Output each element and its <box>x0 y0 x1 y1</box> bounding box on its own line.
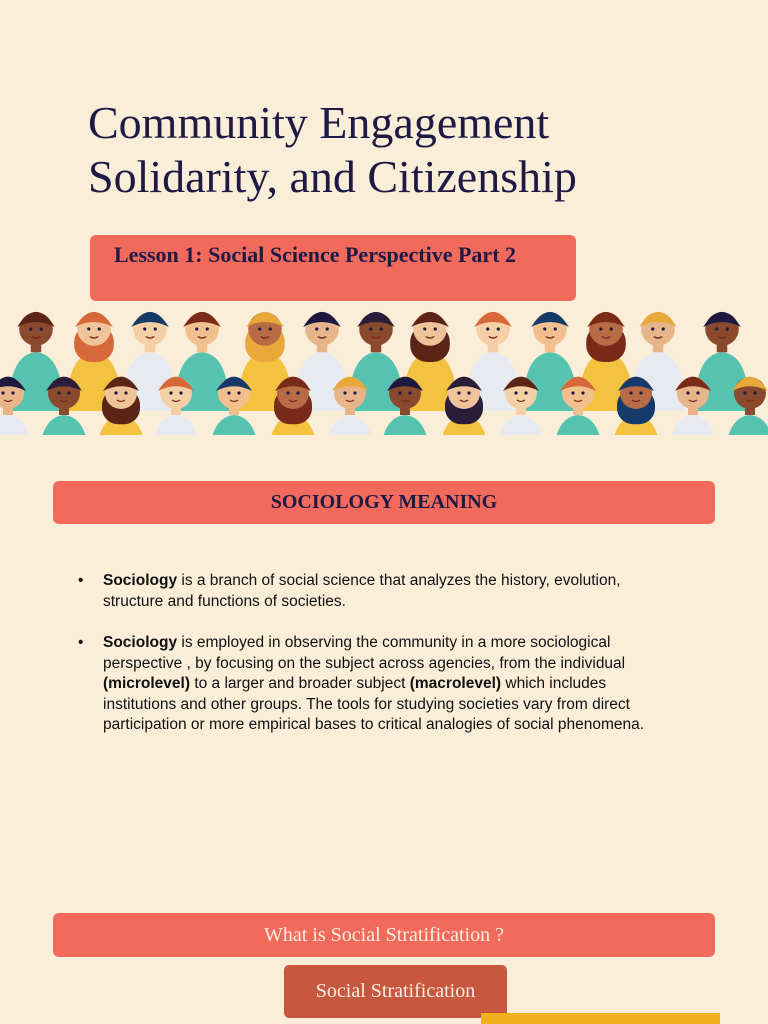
crowd-illustration <box>0 305 768 435</box>
social-stratification-question-button[interactable]: What is Social Stratification ? <box>53 913 715 957</box>
bullet-text: is employed in observing the community in a more sociological perspective , by focusing on the subject across agencies, from the individual <box>103 634 626 672</box>
bullet-dot-icon: • <box>78 634 84 651</box>
section-heading: SOCIOLOGY MEANING <box>53 481 715 524</box>
term-macrolevel: (macrolevel) <box>409 675 502 692</box>
title-line-2: Solidarity, and Citizenship <box>88 151 577 202</box>
list-item <box>78 633 678 736</box>
social-stratification-button[interactable]: Social Stratification <box>284 965 507 1018</box>
bullet-dot-icon: • <box>78 572 84 589</box>
page-title <box>88 96 728 204</box>
term-microlevel: (microlevel) <box>103 675 191 692</box>
list-item <box>78 571 678 612</box>
bullet-list <box>78 571 678 757</box>
title-line-1: Community Engagement <box>88 97 550 148</box>
term-sociology: Sociology <box>103 634 178 651</box>
term-sociology: Sociology <box>103 572 178 589</box>
decorative-strip <box>481 1013 720 1024</box>
bullet-text: is a branch of social science that analyzes the history, evolution, structure and functions of societies. <box>103 572 621 610</box>
bullet-text: to a larger and broader subject <box>190 675 410 692</box>
lesson-label: Lesson 1: Social Science Perspective Part 2 <box>90 235 576 301</box>
bullet-text: which includes institutions and other groups. The tools for studying societies vary from direct participation or more empirical bases to critical analogies of social phenomena. <box>103 675 645 733</box>
